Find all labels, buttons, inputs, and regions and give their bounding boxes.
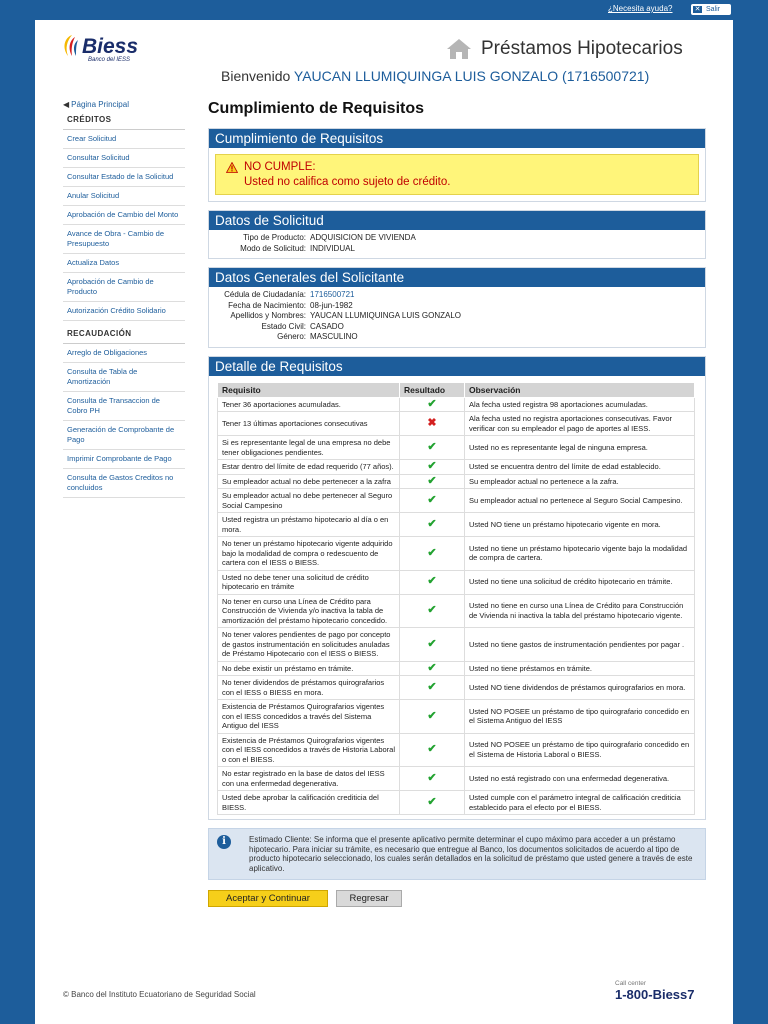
field-row xyxy=(209,311,705,322)
observation-cell: Usted no tiene gastos de instrumentación pendientes por pagar . xyxy=(465,628,695,662)
table-row xyxy=(218,489,695,513)
field-value: MASCULINO xyxy=(310,332,358,341)
check-icon: ✔ xyxy=(427,743,437,755)
field-label: Tipo de Producto: xyxy=(243,233,306,242)
field-value: ADQUISICION DE VIVIENDA xyxy=(310,233,416,242)
status-label: NO CUMPLE: xyxy=(244,161,316,173)
close-icon: ✕ xyxy=(694,6,701,13)
observation-cell: Usted no tiene préstamos en trámite. xyxy=(465,661,695,676)
observation-cell: Usted NO POSEE un préstamo de tipo quirografario concedido en el Sistema Antiguo del IESS xyxy=(465,700,695,734)
result-cell xyxy=(400,628,465,662)
logo-text: Biess xyxy=(82,35,139,58)
back-button[interactable]: Regresar xyxy=(336,890,402,907)
info-icon: i xyxy=(217,835,231,849)
observation-cell: Usted no tiene una solicitud de crédito hipotecario en trámite. xyxy=(465,570,695,594)
table-row xyxy=(218,436,695,460)
requirement-cell: No debe existir un préstamo en trámite. xyxy=(218,661,400,676)
result-cell xyxy=(400,460,465,475)
sidebar-item[interactable]: Autorización Crédito Solidario xyxy=(63,302,185,321)
sidebar-item[interactable]: Anular Solicitud xyxy=(63,187,185,206)
requirement-cell: No tener dividendos de préstamos quirografarios con el IESS o BIESS en mora. xyxy=(218,676,400,700)
field-row xyxy=(209,332,705,343)
sidebar-item[interactable]: Crear Solicitud xyxy=(63,130,185,149)
column-header: Requisito xyxy=(218,382,400,397)
field-label: Apellidos y Nombres: xyxy=(230,311,306,320)
logo-subtext: Banco del IESS xyxy=(88,57,131,63)
requirement-cell: No tener valores pendientes de pago por concepto de gastos instrumentación en solicitudes anuladas de Préstamo Hipotecario con el IESS o BIESS. xyxy=(218,628,400,662)
section-heading: Datos de Solicitud xyxy=(209,211,705,230)
footer-copyright: © Banco del Instituto Ecuatoriano de Seguridad Social xyxy=(63,990,256,999)
result-cell xyxy=(400,700,465,734)
check-icon: ✔ xyxy=(427,517,437,530)
sidebar-item[interactable]: Consultar Estado de la Solicitud xyxy=(63,168,185,187)
sidebar-heading-creditos: CRÉDITOS xyxy=(63,113,185,130)
field-label: Género: xyxy=(277,332,306,341)
observation-cell: Usted no está registrado con una enfermedad degenerativa. xyxy=(465,767,695,791)
info-text: Estimado Cliente: Se informa que el presente aplicativo permite determinar el cupo máximo para acceder a un préstamo hipotecario. Para iniciar su trámite, es necesario que entregue al Banco, los documentos solicitados de acuerdo al tipo de producto hipotecario seleccionado, los cuales serán detallados en la solicitud de préstamo que usted genere a través de este aplicativo. xyxy=(249,835,693,873)
observation-cell: Ala fecha usted registra 98 aportaciones acumuladas. xyxy=(465,397,695,412)
result-cell xyxy=(400,733,465,767)
section-solicitud xyxy=(208,210,706,259)
field-value: CASADO xyxy=(310,321,344,331)
requirement-cell: No estar registrado en la base de datos del IESS con una enfermedad degenerativa. xyxy=(218,767,400,791)
info-box xyxy=(208,828,706,880)
observation-cell: Ala fecha usted no registra aportaciones consecutivas. Favor verificar con su empleador el pago de aportes al IESS. xyxy=(465,412,695,436)
field-row xyxy=(209,301,705,312)
sidebar-home-link[interactable] xyxy=(63,100,185,113)
sidebar-home-label: Página Principal xyxy=(71,100,129,109)
check-icon: ✔ xyxy=(427,709,437,722)
check-icon: ✔ xyxy=(427,474,437,487)
observation-cell: Usted no es representante legal de ninguna empresa. xyxy=(465,436,695,460)
field-row xyxy=(209,244,705,255)
sidebar-item[interactable]: Imprimir Comprobante de Pago xyxy=(63,450,185,469)
check-icon: ✔ xyxy=(427,546,437,559)
observation-cell: Usted cumple con el parámetro integral de calificación crediticia establecido para el efecto por el BIESS. xyxy=(465,791,695,815)
top-bar xyxy=(0,0,768,18)
table-row xyxy=(218,594,695,628)
requirements-table xyxy=(217,382,695,816)
sidebar-item[interactable]: Arreglo de Obligaciones xyxy=(63,344,185,363)
observation-cell: Usted no tiene en curso una Línea de Crédito para Construcción de Vivienda ni inactiva la tabla del préstamo hipotecario vigente. xyxy=(465,594,695,628)
observation-cell: Usted NO tiene dividendos de préstamos quirografarios en mora. xyxy=(465,676,695,700)
requirement-cell: Usted registra un préstamo hipotecario al día o en mora. xyxy=(218,513,400,537)
observation-cell: Usted se encuentra dentro del límite de edad establecido. xyxy=(465,460,695,475)
page-frame xyxy=(35,20,733,1024)
section-heading: Detalle de Requisitos xyxy=(209,357,705,376)
table-row xyxy=(218,460,695,475)
welcome-line xyxy=(221,68,649,84)
exit-button[interactable] xyxy=(691,4,731,15)
sidebar xyxy=(63,100,185,498)
result-cell xyxy=(400,474,465,489)
main-content xyxy=(208,100,706,907)
requirement-cell: Usted no debe tener una solicitud de crédito hipotecario en trámite xyxy=(218,570,400,594)
check-icon: ✔ xyxy=(427,637,437,650)
observation-cell: Usted no tiene un préstamo hipotecario vigente bajo la modalidad de compra de cartera. xyxy=(465,537,695,571)
field-value: INDIVIDUAL xyxy=(310,243,355,253)
help-link[interactable]: ¿Necesita ayuda? xyxy=(608,4,673,13)
table-row xyxy=(218,397,695,412)
welcome-label: Bienvenido xyxy=(221,68,291,84)
result-cell xyxy=(400,570,465,594)
sidebar-item[interactable]: Generación de Comprobante de Pago xyxy=(63,421,185,450)
requirement-cell: Tener 13 últimas aportaciones consecutivas xyxy=(218,412,400,436)
field-row xyxy=(209,290,705,301)
field-value: 1716500721 xyxy=(310,290,355,299)
sidebar-item[interactable]: Consulta de Transaccion de Cobro PH xyxy=(63,392,185,421)
check-icon: ✔ xyxy=(427,397,437,410)
table-row xyxy=(218,676,695,700)
result-cell xyxy=(400,594,465,628)
accept-continue-button[interactable]: Aceptar y Continuar xyxy=(208,890,328,907)
table-row xyxy=(218,791,695,815)
sidebar-item[interactable]: Actualiza Datos xyxy=(63,254,185,273)
requirement-cell: No tener un préstamo hipotecario vigente adquirido bajo la modalidad de compra o redescuento de cartera con el IESS o BIESS. xyxy=(218,537,400,571)
requirement-cell: Su empleador actual no debe pertenecer a la zafra xyxy=(218,474,400,489)
column-header: Resultado xyxy=(400,382,465,397)
field-label: Estado Civil: xyxy=(261,321,306,331)
field-row xyxy=(209,322,705,333)
result-cell xyxy=(400,412,465,436)
sidebar-heading-recaudacion: RECAUDACIÓN xyxy=(63,327,185,344)
table-row xyxy=(218,661,695,676)
requirement-cell: Usted debe aprobar la calificación crediticia del BIESS. xyxy=(218,791,400,815)
requirement-cell: No tener en curso una Línea de Crédito para Construcción de Vivienda y/o inactiva la tabla de amortización del préstamo hipotecario concedido. xyxy=(218,594,400,628)
check-icon: ✔ xyxy=(427,771,437,784)
column-header: Observación xyxy=(465,382,695,397)
check-icon: ✔ xyxy=(427,661,437,674)
section-heading: Cumplimiento de Requisitos xyxy=(209,129,705,148)
requirement-cell: Existencia de Préstamos Quirografarios vigentes con el IESS concedidos a través de Historia Laboral o con el BIESS. xyxy=(218,733,400,767)
requirement-cell: Existencia de Préstamos Quirografarios vigentes con el IESS concedidos a través del Sistema Antiguo del IESS xyxy=(218,700,400,734)
result-cell xyxy=(400,489,465,513)
page-title: Cumplimiento de Requisitos xyxy=(208,100,425,117)
status-message: Usted no califica como sujeto de crédito. xyxy=(244,176,451,188)
table-row xyxy=(218,537,695,571)
home-icon[interactable] xyxy=(446,38,472,60)
field-value: 08-jun-1982 xyxy=(310,300,353,310)
sidebar-item[interactable]: Aprobación de Cambio de Producto xyxy=(63,273,185,302)
field-label: Modo de Solicitud: xyxy=(240,243,306,253)
result-cell xyxy=(400,767,465,791)
result-cell xyxy=(400,537,465,571)
table-row xyxy=(218,570,695,594)
table-row xyxy=(218,628,695,662)
sidebar-item[interactable]: Consulta de Tabla de Amortización xyxy=(63,363,185,392)
section-heading: Datos Generales del Solicitante xyxy=(209,268,705,287)
result-cell xyxy=(400,661,465,676)
observation-cell: Su empleador actual no pertenece a la zafra. xyxy=(465,474,695,489)
table-row xyxy=(218,767,695,791)
warning-box xyxy=(215,154,699,195)
field-value: YAUCAN LLUMIQUINGA LUIS GONZALO xyxy=(310,311,461,320)
table-row xyxy=(218,412,695,436)
check-icon: ✔ xyxy=(427,493,437,506)
callcenter-label: Call center xyxy=(615,980,647,987)
check-icon: ✔ xyxy=(427,680,437,693)
field-label: Cédula de Ciudadanía: xyxy=(224,290,306,299)
warning-icon xyxy=(226,162,238,173)
requirement-cell: Tener 36 aportaciones acumuladas. xyxy=(218,397,400,412)
result-cell xyxy=(400,676,465,700)
welcome-user: YAUCAN LLUMIQUINGA LUIS GONZALO (1716500721) xyxy=(293,68,650,84)
field-row xyxy=(209,233,705,244)
check-icon: ✔ xyxy=(427,440,437,453)
section-detalle xyxy=(208,356,706,821)
field-label: Fecha de Nacimiento: xyxy=(228,300,306,310)
sidebar-item[interactable]: Consulta de Gastos Creditos no concluidos xyxy=(63,469,185,498)
cross-icon: ✖ xyxy=(427,416,437,429)
requirement-cell: Estar dentro del límite de edad requerido (77 años). xyxy=(218,460,400,475)
biess-logo xyxy=(60,32,160,66)
requirement-cell: Si es representante legal de una empresa no debe tener obligaciones pendientes. xyxy=(218,436,400,460)
check-icon: ✔ xyxy=(427,795,437,808)
observation-cell: Usted NO tiene un préstamo hipotecario vigente en mora. xyxy=(465,513,695,537)
result-cell xyxy=(400,791,465,815)
result-cell xyxy=(400,513,465,537)
logo-swoosh-icon xyxy=(60,32,84,60)
table-row xyxy=(218,513,695,537)
check-icon: ✔ xyxy=(427,575,437,588)
requirement-cell: Su empleador actual no debe pertenecer al Seguro Social Campesino xyxy=(218,489,400,513)
result-cell xyxy=(400,397,465,412)
site-title: Préstamos Hipotecarios xyxy=(481,38,683,59)
table-row xyxy=(218,700,695,734)
sidebar-item[interactable]: Consultar Solicitud xyxy=(63,149,185,168)
check-icon: ✔ xyxy=(427,604,437,616)
sidebar-item[interactable]: Avance de Obra - Cambio de Presupuesto xyxy=(63,225,185,254)
table-row xyxy=(218,474,695,489)
sidebar-item[interactable]: Aprobación de Cambio del Monto xyxy=(63,206,185,225)
result-cell xyxy=(400,436,465,460)
section-cumplimiento xyxy=(208,128,706,202)
observation-cell: Su empleador actual no pertenece al Seguro Social Campesino. xyxy=(465,489,695,513)
section-solicitante xyxy=(208,267,706,348)
observation-cell: Usted NO POSEE un préstamo de tipo quirografario concedido en el Sistema de Historia Laboral o BIESS. xyxy=(465,733,695,767)
button-row xyxy=(208,890,706,907)
check-icon: ✔ xyxy=(427,460,437,472)
callcenter-number[interactable]: 1-800-Biess7 xyxy=(615,987,695,1002)
exit-label: Salir xyxy=(706,6,721,13)
arrow-left-icon: ◀ xyxy=(63,100,70,109)
table-row xyxy=(218,733,695,767)
